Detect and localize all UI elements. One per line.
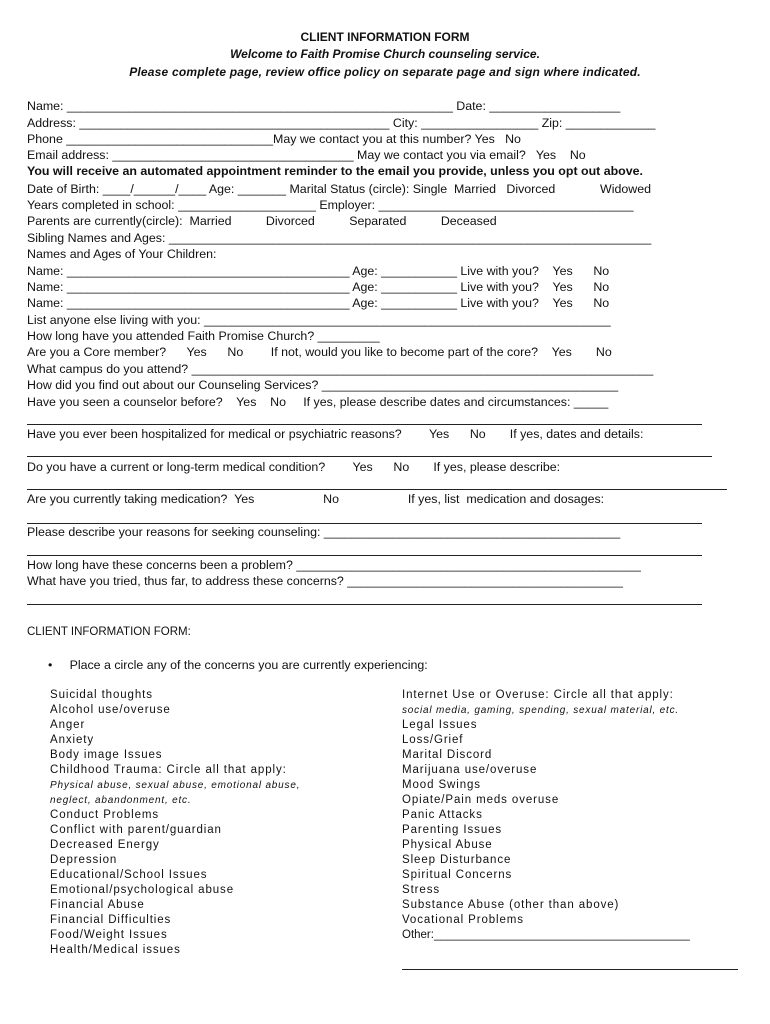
answer-underline[interactable] [27, 604, 702, 605]
child-line-1[interactable]: Name: _________________________________________ Age: ___________ Live with you? Yes No [27, 264, 610, 278]
concern-item[interactable]: Stress [402, 884, 440, 896]
concern-item[interactable]: Marijuana use/overuse [402, 764, 538, 776]
children-heading: Names and Ages of Your Children: [27, 247, 217, 261]
welcome-text: Welcome to Faith Promise Church counseling service. [230, 47, 540, 61]
child-line-3[interactable]: Name: _________________________________________ Age: ___________ Live with you? Yes No [27, 296, 610, 310]
campus-line[interactable]: What campus do you attend? ___________________________________________________________________ [27, 362, 654, 376]
answer-underline[interactable] [27, 424, 702, 425]
medication-line[interactable]: Are you currently taking medication? Yes No If yes, list medication and dosages: [27, 492, 605, 506]
concerns-subheading: CLIENT INFORMATION FORM: [27, 626, 191, 638]
concern-item[interactable]: Spiritual Concerns [402, 869, 513, 881]
concerns-instruction: • Place a circle any of the concerns you are currently experiencing: [48, 658, 428, 672]
concern-item[interactable]: Depression [50, 854, 118, 866]
referral-line[interactable]: How did you find out about our Counseling Services? ___________________________________________ [27, 378, 619, 392]
duration-line[interactable]: How long have these concerns been a problem? __________________________________________________ [27, 558, 641, 572]
concern-subitems[interactable]: social media, gaming, spending, sexual material, etc. [402, 705, 679, 716]
concern-item[interactable]: Food/Weight Issues [50, 929, 168, 941]
concern-item[interactable]: Vocational Problems [402, 914, 524, 926]
attendance-line[interactable]: How long have you attended Faith Promise Church? _________ [27, 329, 380, 343]
instruction-text: Please complete page, review office policy on separate page and sign where indicated. [129, 65, 641, 79]
concern-item[interactable]: Anger [50, 719, 86, 731]
concern-item[interactable]: Suicidal thoughts [50, 689, 153, 701]
concern-item[interactable]: Financial Difficulties [50, 914, 172, 926]
concern-item[interactable]: Physical Abuse [402, 839, 493, 851]
concern-item[interactable]: Conflict with parent/guardian [50, 824, 222, 836]
sibling-line[interactable]: Sibling Names and Ages: ______________________________________________________________________ [27, 231, 652, 245]
concern-item[interactable]: Alcohol use/overuse [50, 704, 171, 716]
email-line[interactable]: Email address: ___________________________________ May we contact you via email? Yes No [27, 148, 586, 162]
concern-item[interactable]: Panic Attacks [402, 809, 483, 821]
parents-status-line[interactable]: Parents are currently(circle): Married Divorced Separated Deceased [27, 214, 497, 228]
concern-item[interactable]: Financial Abuse [50, 899, 145, 911]
phone-line[interactable]: Phone ______________________________May we contact you at this number? Yes No [27, 132, 521, 146]
child-line-2[interactable]: Name: _________________________________________ Age: ___________ Live with you? Yes No [27, 280, 610, 294]
medical-condition-line[interactable]: Do you have a current or long-term medical condition? Yes No If yes, please describe: [27, 460, 561, 474]
concern-item[interactable]: Body image Issues [50, 749, 163, 761]
reasons-line[interactable]: Please describe your reasons for seeking counseling: ___________________________________________ [27, 525, 621, 539]
tried-line[interactable]: What have you tried, thus far, to address these concerns? ________________________________________ [27, 574, 623, 588]
other-concern-underline[interactable] [402, 969, 738, 970]
concern-subitems[interactable]: Physical abuse, sexual abuse, emotional abuse, [50, 780, 301, 791]
answer-underline[interactable] [27, 555, 702, 556]
concern-item[interactable]: Internet Use or Overuse: Circle all that apply: [402, 689, 674, 701]
concern-item[interactable]: Loss/Grief [402, 734, 464, 746]
concern-item[interactable]: Marital Discord [402, 749, 493, 761]
birth-marital-line[interactable]: Date of Birth: ____/______/____ Age: _______ Marital Status (circle): Single Married Divorced Widowed [27, 182, 651, 196]
concern-item[interactable]: Emotional/psychological abuse [50, 884, 235, 896]
concern-item[interactable]: Decreased Energy [50, 839, 160, 851]
answer-underline[interactable] [27, 489, 727, 490]
form-title: CLIENT INFORMATION FORM [300, 30, 470, 44]
concern-item[interactable]: Anxiety [50, 734, 95, 746]
concern-item[interactable]: Substance Abuse (other than above) [402, 899, 620, 911]
concern-item[interactable]: Sleep Disturbance [402, 854, 512, 866]
others-living-line[interactable]: List anyone else living with you: ___________________________________________________________ [27, 313, 611, 327]
concern-item[interactable]: Conduct Problems [50, 809, 159, 821]
answer-underline[interactable] [27, 456, 712, 457]
concerns-right-list [402, 688, 690, 943]
concerns-left-list [50, 688, 300, 958]
concern-item[interactable]: Health/Medical issues [50, 944, 181, 956]
concern-subitems[interactable]: neglect, abandonment, etc. [50, 795, 192, 806]
concern-item[interactable]: Opiate/Pain meds overuse [402, 794, 560, 806]
concern-item[interactable]: Legal Issues [402, 719, 478, 731]
core-member-line[interactable]: Are you a Core member? Yes No If not, would you like to become part of the core? Yes No [27, 345, 612, 359]
concern-item[interactable]: Childhood Trauma: Circle all that apply: [50, 764, 287, 776]
other-concern-field[interactable]: Other:________________________________________ [402, 929, 690, 941]
name-date-line[interactable]: Name: ________________________________________________________ Date: ___________________ [27, 99, 621, 113]
concern-item[interactable]: Mood Swings [402, 779, 481, 791]
prior-counselor-line[interactable]: Have you seen a counselor before? Yes No If yes, please describe dates and circumstances: _____ [27, 395, 609, 409]
school-employer-line[interactable]: Years completed in school: ____________________ Employer: _____________________________________ [27, 198, 634, 212]
concern-item[interactable]: Educational/School Issues [50, 869, 208, 881]
reminder-notice: You will receive an automated appointment reminder to the email you provide, unless you opt out above. [27, 164, 643, 178]
concern-item[interactable]: Parenting Issues [402, 824, 503, 836]
address-line[interactable]: Address: _____________________________________________ City: _________________ Zip: _____________ [27, 116, 656, 130]
hospitalized-line[interactable]: Have you ever been hospitalized for medical or psychiatric reasons? Yes No If yes, dates and details: [27, 427, 644, 441]
